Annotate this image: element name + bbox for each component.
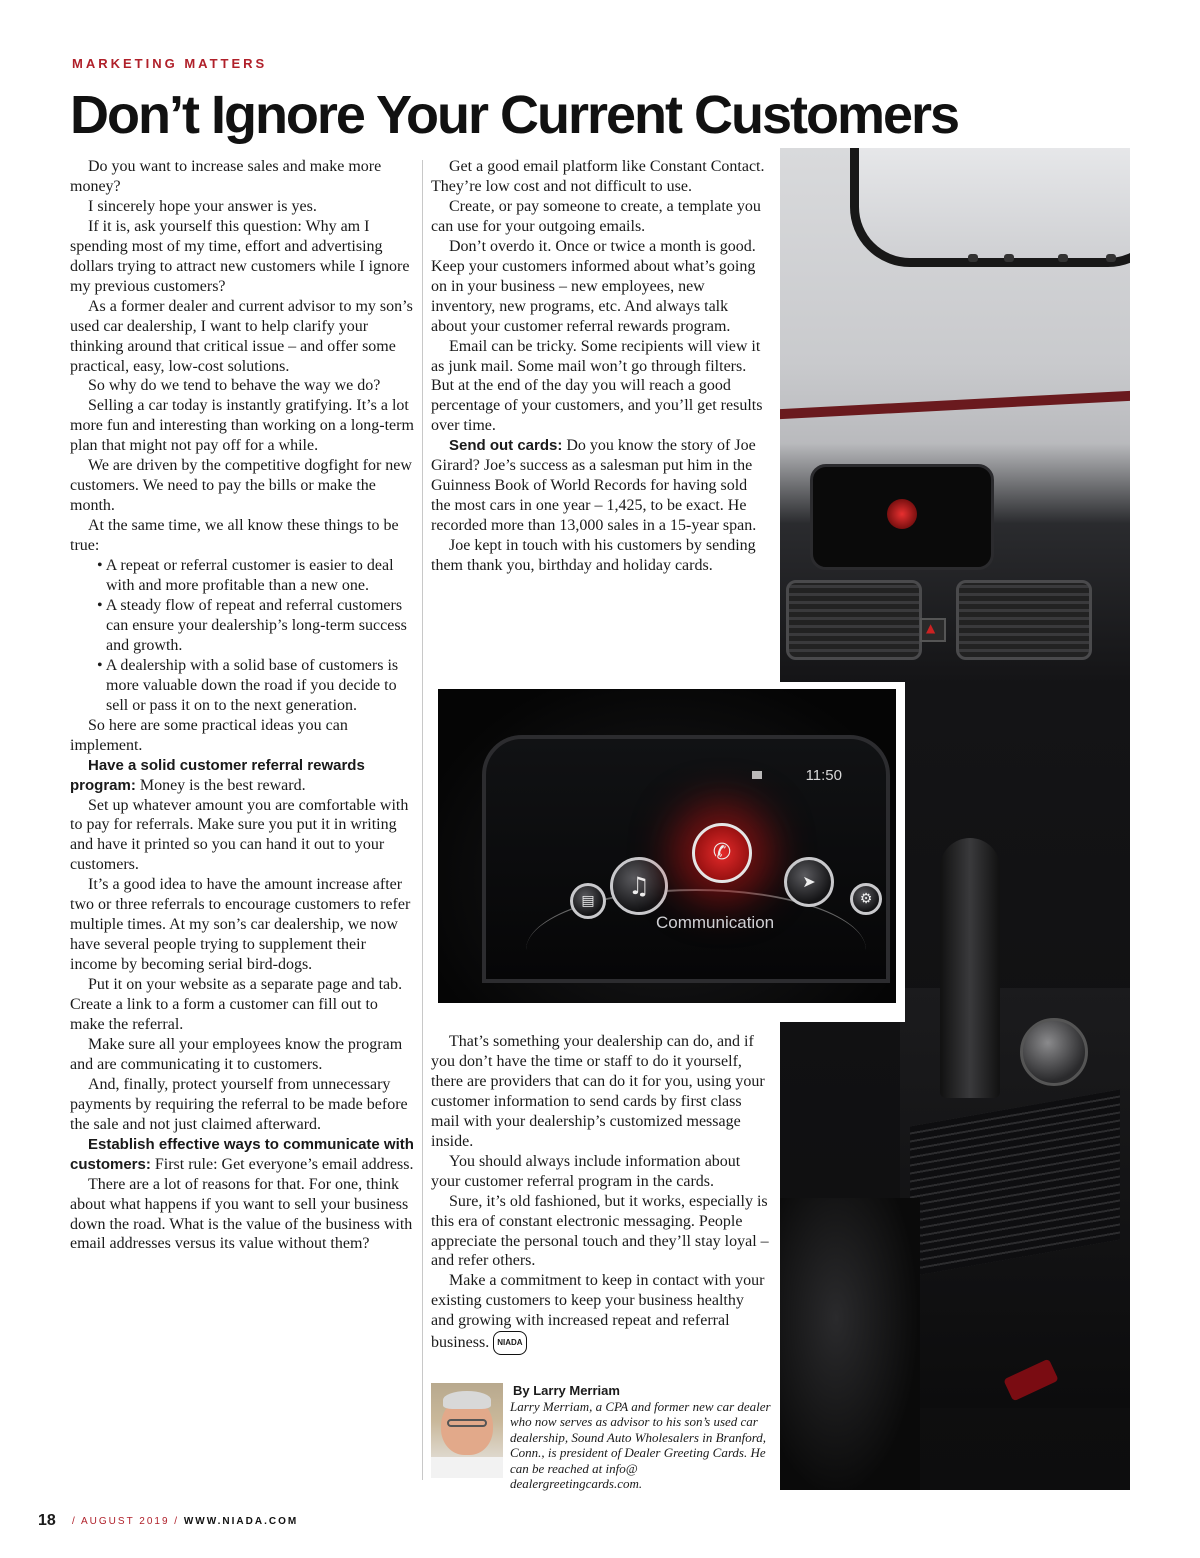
subhead-communicate: Establish effective ways to communicate with customers: (70, 1135, 414, 1173)
author-bio: Larry Merriam, a CPA and former new car dealer who now serves as advisor to his son’s used car dealership, Sound Auto Wholesalers in Branford, Conn., is president of Dealer Greeting Cards. He can be reached at info@ dealergreetingcards.com. (510, 1399, 771, 1492)
paragraph-text: Do you know the story of Joe Girard? Joe’s success as a salesman put him in the Guinness Book of World Records for having sold the most cars in one year – 1,425, to be exact. He recorded more than 13,000 sales in a 15-year span. (431, 437, 757, 535)
paragraph (431, 436, 767, 536)
control-knob (1020, 1018, 1088, 1086)
author-byline: By Larry Merriam (513, 1383, 620, 1398)
inset-background (438, 689, 896, 1003)
article-column-1 (70, 157, 414, 1254)
paragraph: Put it on your website as a separate page and tab. Create a link to a form a customer can fill out to make the referral. (70, 976, 403, 1033)
paragraph (431, 1271, 769, 1355)
infotainment-inset-photo (431, 682, 905, 1022)
infotainment-screen-small (810, 464, 994, 570)
dashboard-trim (780, 391, 1130, 419)
paragraph: And, finally, protect yourself from unnecessary payments by requiring the referral to be made before the sale and not just claimed afterward. (70, 1075, 408, 1133)
paragraph: So why do we tend to behave the way we do? (88, 377, 381, 395)
section-kicker: MARKETING MATTERS (72, 56, 268, 71)
mirror-button (968, 254, 978, 262)
paragraph: At the same time, we all know these things to be true: (70, 517, 399, 555)
author-photo (431, 1383, 503, 1478)
paragraph (70, 756, 414, 796)
mirror-button (1058, 254, 1068, 262)
infotainment-screen (482, 735, 890, 983)
list-item: • A repeat or referral customer is easier to deal with and more profitable than a new one. (97, 557, 394, 595)
screen-menu-label: Communication (656, 913, 775, 932)
gear-shifter (940, 838, 1000, 1098)
paragraph: So here are some practical ideas you can implement. (70, 716, 348, 754)
paragraph: It’s a good idea to have the amount increase after two or three referrals to encourage customers to refer multiple times. At my son’s car dealership, we now have several people trying to supplement their income by becoming serial bird-dogs. (70, 876, 411, 974)
paragraph: Set up whatever amount you are comfortable with to pay for referrals. Make sure you put it in writing and have it printed so you can hand it out to your customers. (70, 796, 409, 874)
air-vent (786, 580, 922, 660)
author-glasses (447, 1419, 487, 1427)
navigation-icon: ➤ (784, 857, 834, 907)
screen-clock: 11:50 (805, 767, 842, 784)
paragraph (70, 1135, 414, 1175)
air-vent (956, 580, 1092, 660)
paragraph: If it is, ask yourself this question: Why am I spending most of my time, effort and advertising dollars trying to attract new customers while I ignore my previous customers? (70, 217, 410, 295)
subhead-cards: Send out cards: (449, 437, 563, 455)
article-column-2-bottom (431, 1032, 769, 1355)
website: WWW.NIADA.COM (183, 1516, 299, 1527)
paragraph: I sincerely hope your answer is yes. (88, 197, 317, 215)
phone-glow (887, 499, 917, 529)
paragraph-text: Money is the best reward. (135, 776, 306, 794)
paragraph: Create, or pay someone to create, a template you can use for your outgoing emails. (431, 197, 761, 235)
list-item: • A dealership with a solid base of customers is more valuable down the road if you decide to sell or pass it on to the next generation. (97, 656, 399, 714)
paragraph: That’s something your dealership can do, and if you don’t have the time or staff to do it yourself, there are providers that can do it for you, using your customer information to send cards by first class mail with your dealership’s customized message inside. (431, 1033, 765, 1150)
paragraph: There are a lot of reasons for that. For one, think about what happens if you want to sell your business down the road. What is the value of the business with email addresses versus its value without them? (70, 1175, 413, 1253)
paragraph: Email can be tricky. Some recipients will view it as junk mail. Some mail won’t go through filters. But at the end of the day you will reach a good percentage of your customers, and you’ll get results over time. (431, 337, 763, 435)
paragraph: Selling a car today is instantly gratifying. It’s a lot more fun and interesting than working on a long-term plan that might not pay off for a while. (70, 397, 414, 455)
mirror-button (1004, 254, 1014, 262)
hazard-icon (920, 618, 946, 642)
paragraph: We are driven by the competitive dogfight for new customers. We need to pay the bills or make the month. (70, 457, 412, 515)
bullet-list (70, 556, 414, 716)
paragraph: Sure, it’s old fashioned, but it works, especially is this era of constant electronic messaging. People appreciate the personal touch and they’ll stay loyal – and refer others. (431, 1192, 769, 1270)
niada-end-mark: NIADA (493, 1331, 526, 1355)
signal-icon (752, 771, 778, 779)
article-headline: Don’t Ignore Your Current Customers (70, 85, 959, 145)
article-column-2-top (431, 157, 767, 576)
issue-date: / AUGUST 2019 / (72, 1516, 180, 1527)
list-item: • A steady flow of repeat and referral customers can ensure your dealership’s long-term success and growth. (97, 596, 407, 654)
page-number: 18 (38, 1512, 56, 1529)
apps-icon: ▤ (570, 883, 606, 919)
mirror-button (1106, 254, 1116, 262)
paragraph: Don’t overdo it. Once or twice a month is good. Keep your customers informed about what’s going on in your business – new employees, new inventory, new programs, etc. And always talk about your customer referral rewards program. (431, 237, 756, 335)
rearview-mirror (850, 148, 1130, 267)
subhead-referral: Have a solid customer referral rewards program: (70, 756, 365, 794)
paragraph: Make sure all your employees know the program and are communicating it to customers. (70, 1035, 403, 1073)
paragraph: You should always include information about your customer referral program in the cards. (431, 1152, 741, 1190)
paragraph: As a former dealer and current advisor to my son’s used car dealership, I want to help clarify your thinking around that critical issue – and offer some practical, easy, low-cost solutions. (70, 297, 413, 375)
paragraph-text: Make a commitment to keep in contact with your existing customers to keep your business healthy and growing with increased repeat and referral business. (431, 1272, 765, 1352)
seat (780, 1198, 920, 1490)
paragraph-text: First rule: Get everyone’s email address. (150, 1155, 414, 1173)
paragraph: Joe kept in touch with his customers by sending them thank you, birthday and holiday cards. (431, 537, 756, 575)
paragraph: Get a good email platform like Constant Contact. They’re low cost and not difficult to use. (431, 158, 765, 195)
column-divider (422, 160, 423, 1480)
author-shirt (431, 1457, 503, 1478)
footer (72, 1516, 298, 1527)
phone-icon: ✆ (692, 823, 752, 883)
paragraph: Do you want to increase sales and make more money? (70, 158, 382, 195)
gear-icon: ⚙ (850, 883, 882, 915)
author-hair (443, 1391, 491, 1409)
music-icon: ♫ (610, 857, 668, 915)
